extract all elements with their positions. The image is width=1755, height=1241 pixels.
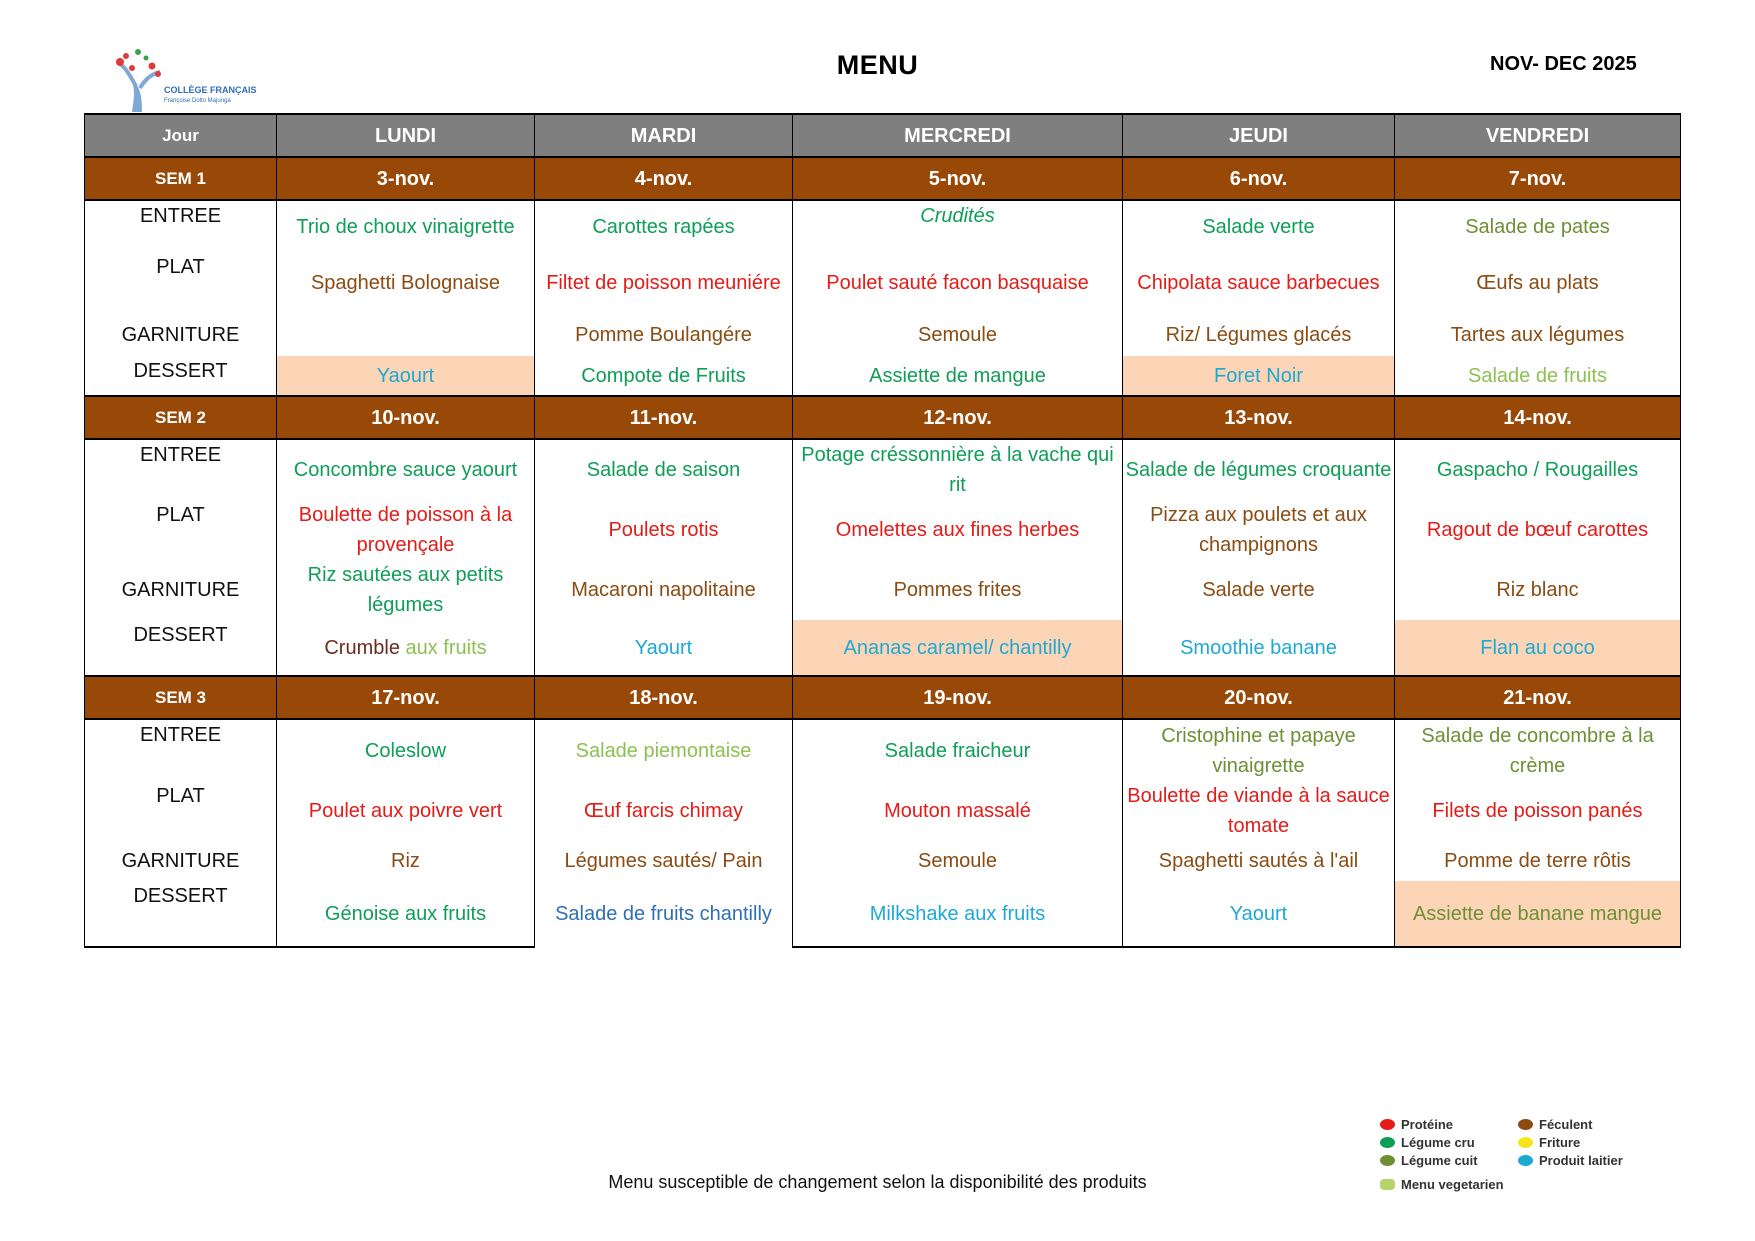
legend-label: Friture xyxy=(1539,1135,1581,1150)
week-row-3 xyxy=(85,676,1681,719)
row-label-plat: PLAT xyxy=(85,500,277,560)
dessert-part-b: aux fruits xyxy=(399,636,487,659)
produit-laitier-dot-icon xyxy=(1518,1155,1533,1166)
legend-item xyxy=(1380,1135,1475,1150)
menu-cell: Riz/ Légumes glacés xyxy=(1123,314,1395,356)
legend-label: Protéine xyxy=(1401,1117,1454,1132)
menu-cell: Pomme Boulangére xyxy=(535,314,793,356)
date-cell: 17-nov. xyxy=(277,676,535,719)
menu-cell: Omelettes aux fines herbes xyxy=(793,500,1123,560)
row-label-entree: ENTREE xyxy=(85,439,277,500)
menu-cell: Milkshake aux fruits xyxy=(793,881,1123,947)
menu-cell: Filets de poisson panés xyxy=(1395,781,1681,841)
row-label-garniture: GARNITURE xyxy=(85,560,277,620)
garniture-row xyxy=(85,314,1681,356)
period-label: NOV- DEC 2025 xyxy=(1490,53,1637,75)
menu-cell: Poulets rotis xyxy=(535,500,793,560)
menu-cell: Compote de Fruits xyxy=(535,356,793,396)
legend-label: Menu vegetarien xyxy=(1401,1177,1504,1192)
menu-cell: Salade fraicheur xyxy=(793,719,1123,781)
row-label-plat: PLAT xyxy=(85,781,277,841)
week-row-1 xyxy=(85,157,1681,200)
menu-cell: Mouton massalé xyxy=(793,781,1123,841)
menu-cell: Œuf farcis chimay xyxy=(535,781,793,841)
week-label: SEM 1 xyxy=(85,157,277,200)
week-label: SEM 3 xyxy=(85,676,277,719)
menu-cell: Salade de pates xyxy=(1395,200,1681,252)
menu-cell: Génoise aux fruits xyxy=(277,881,535,947)
menu-cell: Yaourt xyxy=(535,620,793,676)
menu-cell: Salade de légumes croquante xyxy=(1123,439,1395,500)
plat-row xyxy=(85,500,1681,560)
date-cell: 14-nov. xyxy=(1395,396,1681,439)
entree-row xyxy=(85,200,1681,252)
menu-cell: Spaghetti Bolognaise xyxy=(277,252,535,314)
legend-item xyxy=(1518,1153,1623,1168)
logo-text-1: COLLÈGE FRANÇAIS xyxy=(164,85,257,95)
menu-cell: Yaourt xyxy=(1123,881,1395,947)
menu-cell: Carottes rapées xyxy=(535,200,793,252)
menu-cell: Œufs au plats xyxy=(1395,252,1681,314)
legend-label: Féculent xyxy=(1539,1117,1593,1132)
col-header-jour: Jour xyxy=(85,114,277,157)
garniture-row xyxy=(85,841,1681,881)
menu-cell: Salade piemontaise xyxy=(535,719,793,781)
color-legend xyxy=(1380,1117,1660,1207)
date-cell: 7-nov. xyxy=(1395,157,1681,200)
menu-cell: Concombre sauce yaourt xyxy=(277,439,535,500)
row-label-dessert: DESSERT xyxy=(85,881,277,947)
entree-row xyxy=(85,439,1681,500)
row-label-garniture: GARNITURE xyxy=(85,314,277,356)
menu-cell: Semoule xyxy=(793,841,1123,881)
menu-cell: Assiette de banane mangue xyxy=(1395,881,1681,947)
legend-item xyxy=(1518,1117,1592,1132)
legend-item xyxy=(1380,1153,1478,1168)
menu-cell: Semoule xyxy=(793,314,1123,356)
date-cell: 4-nov. xyxy=(535,157,793,200)
menu-cell: Smoothie banane xyxy=(1123,620,1395,676)
date-cell: 10-nov. xyxy=(277,396,535,439)
menu-cell: Salade verte xyxy=(1123,560,1395,620)
menu-cell: Ragout de bœuf carottes xyxy=(1395,500,1681,560)
dessert-row xyxy=(85,620,1681,676)
plat-row xyxy=(85,252,1681,314)
menu-cell: Potage créssonnière à la vache qui rit xyxy=(793,439,1123,500)
vegetarian-leaf-icon xyxy=(1380,1179,1395,1190)
menu-cell: Riz xyxy=(277,841,535,881)
menu-cell: Pomme de terre rôtis xyxy=(1395,841,1681,881)
menu-cell: Gaspacho / Rougailles xyxy=(1395,439,1681,500)
menu-cell: Spaghetti sautés à l'ail xyxy=(1123,841,1395,881)
date-cell: 12-nov. xyxy=(793,396,1123,439)
legend-item xyxy=(1518,1135,1580,1150)
legend-label: Légume cuit xyxy=(1401,1153,1478,1168)
footnote: Menu susceptible de changement selon la disponibilité des produits xyxy=(608,1172,1147,1192)
row-label-garniture: GARNITURE xyxy=(85,841,277,881)
row-label-dessert: DESSERT xyxy=(85,620,277,676)
menu-cell: Salade verte xyxy=(1123,200,1395,252)
friture-dot-icon xyxy=(1518,1137,1533,1148)
menu-cell: Assiette de mangue xyxy=(793,356,1123,396)
menu-cell: Trio de choux vinaigrette xyxy=(277,200,535,252)
menu-cell: Salade de fruits chantilly xyxy=(535,881,793,947)
row-label-entree: ENTREE xyxy=(85,719,277,781)
menu-cell: Cristophine et papaye vinaigrette xyxy=(1123,719,1395,781)
menu-cell: Coleslow xyxy=(277,719,535,781)
menu-cell: Yaourt xyxy=(277,356,535,396)
menu-cell: Macaroni napolitaine xyxy=(535,560,793,620)
feculent-dot-icon xyxy=(1518,1119,1533,1130)
row-label-entree: ENTREE xyxy=(85,200,277,252)
menu-cell: Salade de saison xyxy=(535,439,793,500)
logo-text-2: Françoise Dolto Majunga xyxy=(164,98,231,104)
menu-cell: Crudités xyxy=(793,200,1123,252)
legend-label: Produit laitier xyxy=(1539,1153,1623,1168)
menu-cell xyxy=(277,620,535,676)
week-row-2 xyxy=(85,396,1681,439)
date-cell: 19-nov. xyxy=(793,676,1123,719)
col-header-mercredi: MERCREDI xyxy=(793,114,1123,157)
menu-cell: Salade de fruits xyxy=(1395,356,1681,396)
menu-cell: Salade de concombre à la crème xyxy=(1395,719,1681,781)
col-header-mardi: MARDI xyxy=(535,114,793,157)
dessert-part-a: Crumble xyxy=(324,636,400,659)
date-cell: 3-nov. xyxy=(277,157,535,200)
entree-row xyxy=(85,719,1681,781)
garniture-row xyxy=(85,560,1681,620)
menu-cell: Boulette de poisson à la provençale xyxy=(277,500,535,560)
menu-cell: Riz blanc xyxy=(1395,560,1681,620)
dessert-row xyxy=(85,881,1681,947)
date-cell: 21-nov. xyxy=(1395,676,1681,719)
page-title: MENU xyxy=(836,50,919,80)
date-cell: 13-nov. xyxy=(1123,396,1395,439)
date-cell: 11-nov. xyxy=(535,396,793,439)
legend-item xyxy=(1380,1117,1453,1132)
row-label-plat: PLAT xyxy=(85,252,277,314)
dessert-row xyxy=(85,356,1681,396)
row-label-dessert: DESSERT xyxy=(85,356,277,396)
header-row xyxy=(85,114,1681,157)
menu-cell: Riz sautées aux petits légumes xyxy=(277,560,535,620)
menu-cell: Ananas caramel/ chantilly xyxy=(793,620,1123,676)
menu-cell: Foret Noir xyxy=(1123,356,1395,396)
menu-cell: Flan au coco xyxy=(1395,620,1681,676)
menu-cell: Poulet sauté facon basquaise xyxy=(793,252,1123,314)
menu-table xyxy=(84,113,1681,948)
col-header-jeudi: JEUDI xyxy=(1123,114,1395,157)
proteine-dot-icon xyxy=(1380,1119,1395,1130)
week-label: SEM 2 xyxy=(85,396,277,439)
menu-cell: Filtet de poisson meuniére xyxy=(535,252,793,314)
menu-cell: Légumes sautés/ Pain xyxy=(535,841,793,881)
menu-cell: Poulet aux poivre vert xyxy=(277,781,535,841)
col-header-vendredi: VENDREDI xyxy=(1395,114,1681,157)
plat-row xyxy=(85,781,1681,841)
date-cell: 18-nov. xyxy=(535,676,793,719)
menu-cell: Pizza aux poulets et aux champignons xyxy=(1123,500,1395,560)
menu-cell xyxy=(277,314,535,356)
legume-cru-dot-icon xyxy=(1380,1137,1395,1148)
date-cell: 5-nov. xyxy=(793,157,1123,200)
menu-cell: Pommes frites xyxy=(793,560,1123,620)
date-cell: 20-nov. xyxy=(1123,676,1395,719)
legend-label: Légume cru xyxy=(1401,1135,1475,1150)
menu-cell: Boulette de viande à la sauce tomate xyxy=(1123,781,1395,841)
menu-cell: Tartes aux légumes xyxy=(1395,314,1681,356)
date-cell: 6-nov. xyxy=(1123,157,1395,200)
legume-cuit-dot-icon xyxy=(1380,1155,1395,1166)
col-header-lundi: LUNDI xyxy=(277,114,535,157)
legend-item xyxy=(1380,1177,1504,1192)
menu-cell: Chipolata sauce barbecues xyxy=(1123,252,1395,314)
